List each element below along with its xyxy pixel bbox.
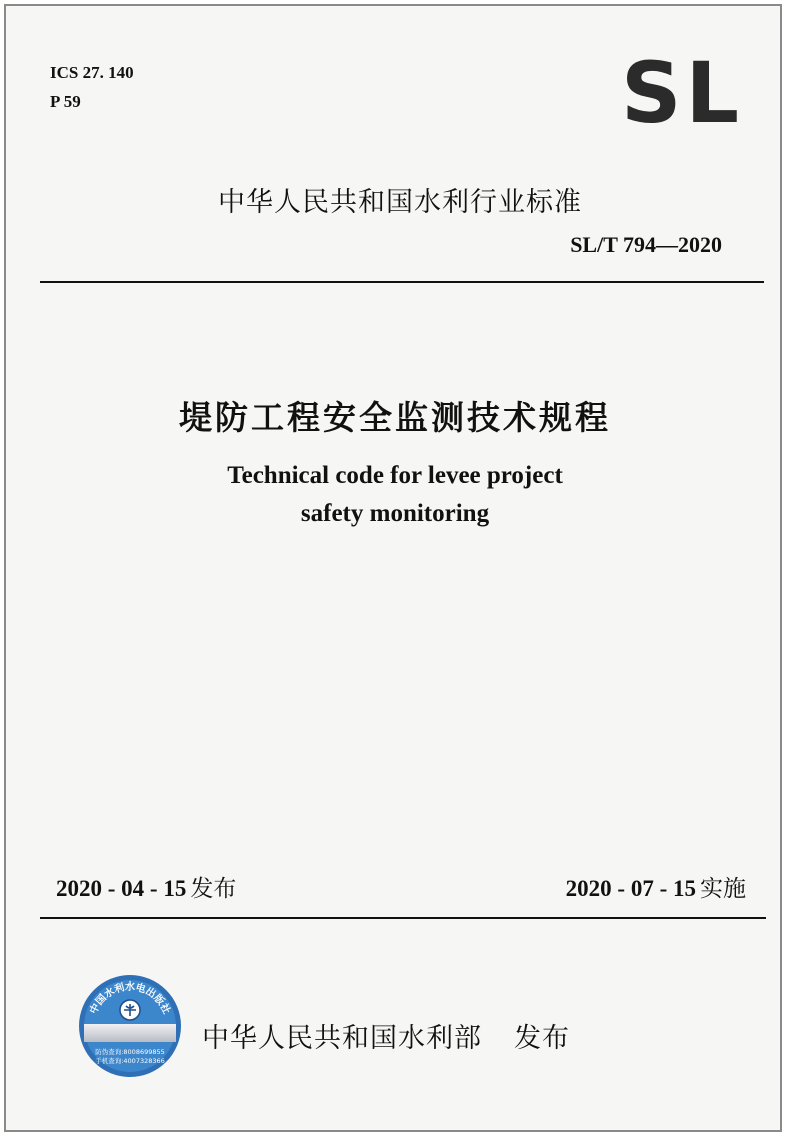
ccs-code: P 59 (50, 92, 81, 111)
title-chinese: 堤防工程安全监测技术规程 (179, 398, 611, 437)
publisher-emblem-icon (120, 1000, 140, 1020)
title-english-line-1: Technical code for levee project (227, 462, 563, 489)
effective-date-value: 2020 - 07 - 15 (565, 876, 696, 901)
seal-hotline: 防伪查询:8008699855 (95, 1048, 165, 1056)
standard-category: 中华人民共和国水利行业标准 (218, 187, 582, 218)
document-cover (4, 4, 782, 1132)
title-english-line-2: safety monitoring (300, 500, 490, 527)
sl-logo (612, 52, 752, 132)
classification-codes (50, 58, 134, 116)
scratch-strip (84, 1024, 176, 1042)
issuer-name: 中华人民共和国水利部 (202, 1023, 482, 1054)
seal-arc-text: 中国水利水电出版社 (88, 982, 172, 1016)
issuing-authority (202, 1016, 570, 1055)
bottom-divider (40, 917, 766, 919)
issuer-action: 发布 (514, 1023, 570, 1054)
anti-counterfeit-seal (78, 974, 182, 1078)
issue-date (56, 870, 236, 903)
issue-date-value: 2020 - 04 - 15 (56, 876, 187, 901)
issue-label: 发布 (190, 876, 237, 902)
effective-date (566, 870, 746, 903)
standard-number: SL/T 794—2020 (570, 232, 722, 257)
seal-mobile: 手机查询:4007328366 (95, 1057, 165, 1065)
effective-label: 实施 (700, 876, 746, 902)
ics-code: ICS 27. 140 (50, 63, 134, 82)
top-divider (40, 281, 764, 283)
sl-logo-text: SL (620, 52, 744, 132)
